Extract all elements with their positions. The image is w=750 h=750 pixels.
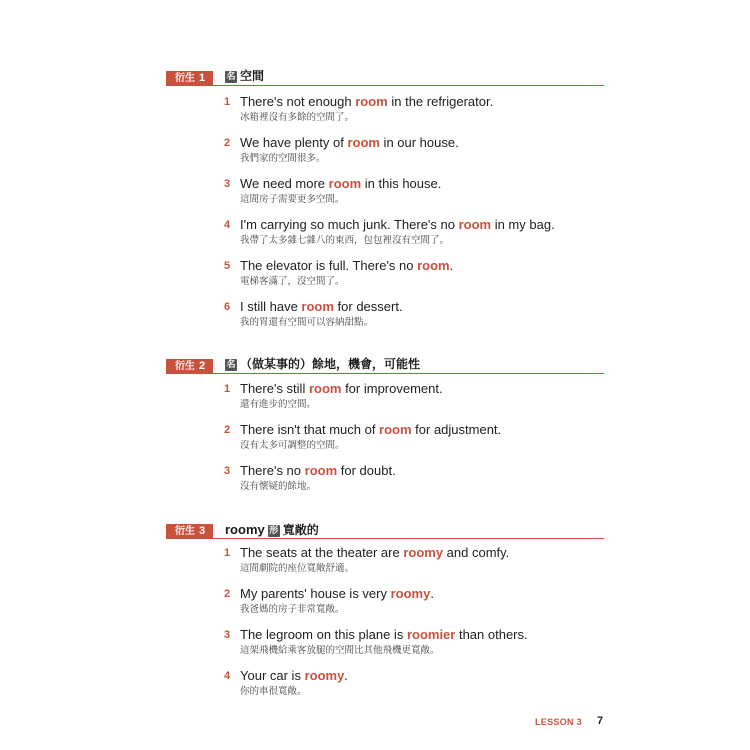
- example-item: [224, 135, 604, 176]
- example-item: [224, 463, 604, 504]
- example-chinese: 這間劇院的座位寬敞舒適。: [240, 563, 355, 574]
- example-chinese: 冰箱裡沒有多餘的空間了。: [240, 112, 355, 123]
- highlighted-word: room: [308, 381, 342, 396]
- highlighted-word: room: [379, 422, 412, 437]
- part-of-speech-badge: 名: [226, 72, 236, 82]
- example-english: [240, 381, 443, 397]
- example-chinese: 我們家的空間很多。: [240, 153, 326, 164]
- section-divider: [166, 373, 604, 374]
- example-english: [240, 217, 555, 233]
- example-list: [224, 381, 604, 504]
- example-item: [224, 545, 604, 586]
- example-item: [224, 668, 604, 709]
- example-text: There's still: [240, 381, 309, 396]
- example-number: 4: [224, 219, 231, 231]
- derivation-section-3: [166, 521, 604, 697]
- section-tag-number: 2: [199, 360, 206, 372]
- highlighted-word: roomy: [304, 668, 345, 683]
- highlighted-word: roomy: [390, 586, 431, 601]
- section-title-text: 寬敞的: [282, 523, 319, 537]
- section-title-text: （做某事的）餘地，機會，可能性: [240, 357, 421, 371]
- section-title-text: 空間: [240, 69, 265, 83]
- example-number: 2: [224, 588, 231, 600]
- highlighted-word: roomier: [406, 627, 456, 642]
- section-title: [225, 356, 420, 373]
- page-number: 7: [597, 715, 604, 727]
- example-number: 3: [224, 178, 231, 190]
- example-english: [240, 422, 501, 438]
- example-english: [240, 586, 434, 602]
- example-chinese: 電梯客滿了，沒空間了。: [240, 276, 345, 287]
- example-text: for dessert.: [333, 299, 403, 314]
- example-text: for doubt.: [337, 463, 396, 478]
- example-chinese: 這架飛機給乘客放腿的空間比其他飛機更寬敞。: [240, 645, 440, 656]
- part-of-speech-badge: 形: [269, 526, 279, 536]
- example-item: [224, 422, 604, 463]
- example-text: There isn't that much of: [240, 422, 380, 437]
- example-number: 2: [224, 424, 231, 436]
- example-number: 1: [224, 547, 231, 559]
- example-english: [240, 258, 453, 274]
- example-chinese: 我的胃還有空間可以容納甜點。: [240, 317, 374, 328]
- derivation-section-2: [166, 356, 604, 492]
- highlighted-word: room: [328, 176, 362, 191]
- example-text: I'm carrying so much junk. There's no: [240, 217, 459, 232]
- section-header: [166, 521, 604, 539]
- example-text: for improvement.: [341, 381, 443, 396]
- example-item: [224, 381, 604, 422]
- example-text: My parents' house is very: [240, 586, 391, 601]
- example-chinese: 沒有懷疑的餘地。: [240, 481, 317, 492]
- example-number: 3: [224, 465, 231, 477]
- example-text: The legroom on this plane is: [240, 627, 407, 642]
- example-text: and comfy.: [443, 545, 510, 560]
- example-item: [224, 94, 604, 135]
- example-text: The seats at the theater are: [240, 545, 404, 560]
- example-item: [224, 627, 604, 668]
- example-english: [240, 545, 509, 561]
- highlighted-word: room: [355, 94, 388, 109]
- example-item: [224, 586, 604, 627]
- section-divider: [166, 85, 604, 86]
- example-english: [240, 627, 528, 643]
- example-number: 1: [224, 96, 231, 108]
- section-tag-label: 衍生: [175, 73, 195, 84]
- example-text: I still have: [240, 299, 302, 314]
- section-tag-label: 衍生: [175, 361, 195, 372]
- section-title: [225, 521, 319, 539]
- example-number: 3: [224, 629, 231, 641]
- section-tag-number: 1: [199, 72, 206, 84]
- example-chinese: 沒有太多可調整的空間。: [240, 440, 345, 451]
- part-of-speech-badge: 名: [226, 360, 236, 370]
- example-text: There's no: [240, 463, 305, 478]
- highlighted-word: room: [417, 258, 450, 273]
- example-number: 2: [224, 137, 231, 149]
- example-english: [240, 463, 396, 479]
- section-tag-number: 3: [199, 525, 206, 537]
- highlighted-word: room: [458, 217, 492, 232]
- example-number: 1: [224, 383, 231, 395]
- example-text: Your car is: [240, 668, 305, 683]
- derivation-section-1: [166, 68, 604, 328]
- section-header: [166, 356, 604, 374]
- section-tag: [166, 524, 213, 539]
- example-chinese: 還有進步的空間。: [240, 399, 317, 410]
- example-text: We need more: [240, 176, 329, 191]
- example-text: for adjustment.: [411, 422, 502, 437]
- example-english: [240, 94, 493, 110]
- example-list: [224, 94, 604, 340]
- example-item: [224, 217, 604, 258]
- example-english: [240, 176, 441, 192]
- section-header: [166, 68, 604, 86]
- example-text: There's not enough: [240, 94, 356, 109]
- example-english: [240, 135, 459, 151]
- example-english: [240, 668, 348, 684]
- highlighted-word: room: [347, 135, 380, 150]
- example-chinese: 這間房子需要更多空間。: [240, 194, 345, 205]
- example-text: in the refrigerator.: [387, 94, 494, 109]
- example-text: The elevator is full. There's no: [240, 258, 418, 273]
- example-chinese: 我帶了太多雜七雜八的東西，包包裡沒有空間了。: [240, 235, 450, 246]
- highlighted-word: roomy: [403, 545, 444, 560]
- example-item: [224, 176, 604, 217]
- example-item: [224, 258, 604, 299]
- example-text: in my bag.: [491, 217, 555, 232]
- example-text: than others.: [455, 627, 528, 642]
- derived-word: roomy: [225, 522, 265, 537]
- example-item: [224, 299, 604, 340]
- example-english: [240, 299, 403, 315]
- section-title: [225, 68, 264, 85]
- section-tag-label: 衍生: [175, 526, 195, 537]
- example-number: 6: [224, 301, 231, 313]
- section-tag: [166, 359, 213, 374]
- example-text: .: [449, 258, 454, 273]
- example-text: .: [344, 668, 348, 683]
- example-chinese: 我爸媽的房子非常寬敞。: [240, 604, 345, 615]
- highlighted-word: room: [304, 463, 338, 478]
- example-text: We have plenty of: [240, 135, 348, 150]
- highlighted-word: room: [301, 299, 334, 314]
- example-number: 4: [224, 670, 231, 682]
- example-text: in this house.: [361, 176, 442, 191]
- footer-lesson-label: LESSON 3: [535, 717, 582, 727]
- section-tag: [166, 71, 213, 86]
- example-number: 5: [224, 260, 231, 272]
- example-text: in our house.: [379, 135, 459, 150]
- example-text: .: [430, 586, 434, 601]
- example-chinese: 你的車很寬敞。: [240, 686, 307, 697]
- example-list: [224, 545, 604, 709]
